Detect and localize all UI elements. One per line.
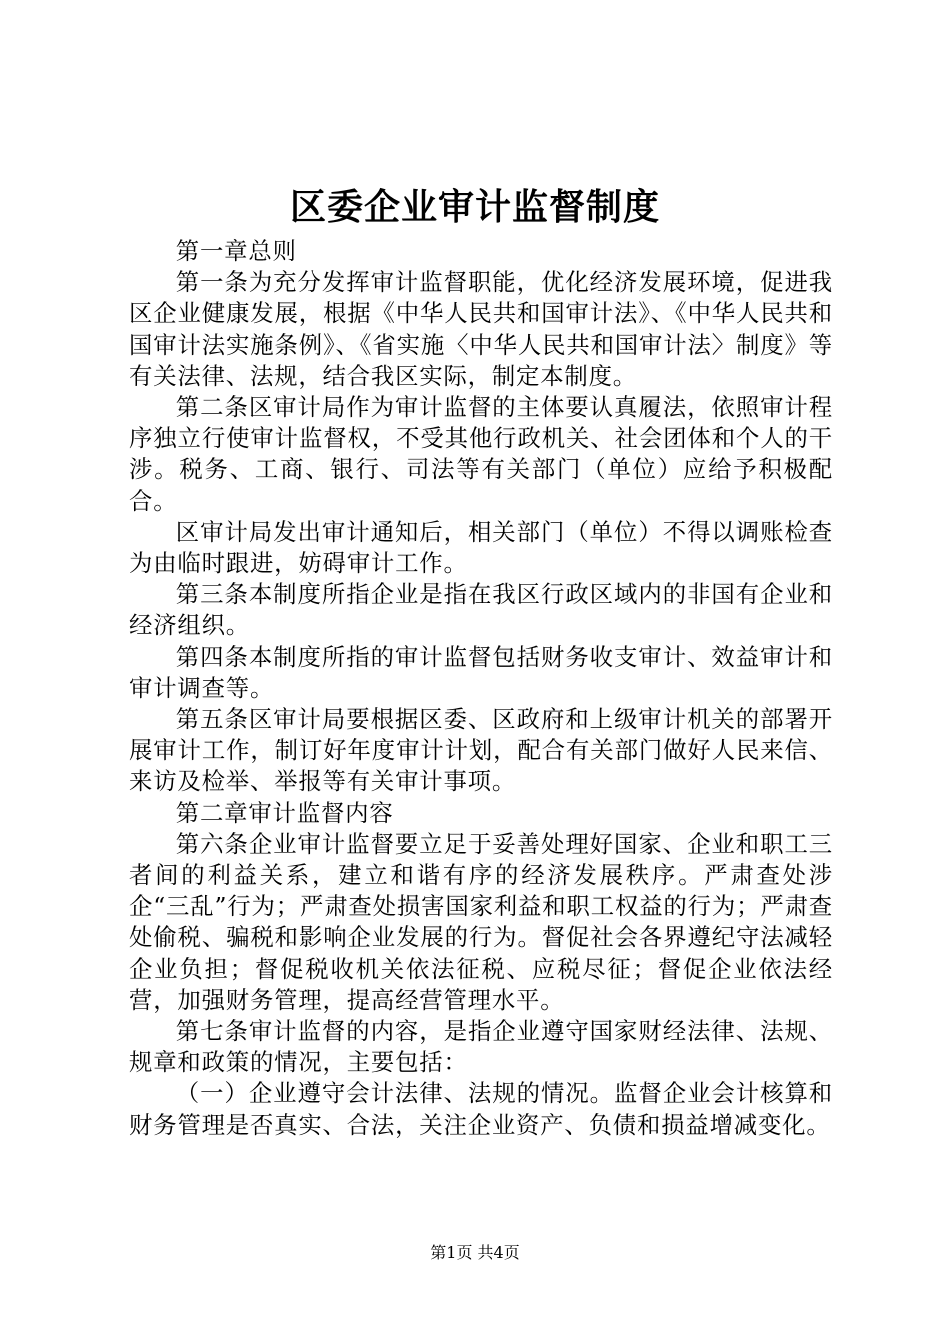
article-paragraph: 第六条企业审计监督要立足于妥善处理好国家、企业和职工三者间的利益关系，建立和谐有序的经济发展秩序。严肃查处涉企“三乱”行为；严肃查处损害国家利益和职工权益的行为；严肃查处偷税、骗税和影响企业发展的行为。督促社会各界遵纪守法减轻企业负担；督促税收机关依法征税、应税尽征；督促企业依法经营，加强财务管理，提高经营管理水平。 xyxy=(129,829,833,1014)
article-paragraph: 区审计局发出审计通知后，相关部门（单位）不得以调账检查为由临时跟进，妨碍审计工作。 xyxy=(129,517,833,578)
document-body xyxy=(129,236,833,1141)
article-paragraph: 第一条为充分发挥审计监督职能，优化经济发展环境，促进我区企业健康发展，根据《中华人民共和国审计法》、《中华人民共和国审计法实施条例》、《省实施〈中华人民共和国审计法〉制度》等有关法律、法规，结合我区实际，制定本制度。 xyxy=(129,268,833,390)
article-paragraph: （一）企业遵守会计法律、法规的情况。监督企业会计核算和财务管理是否真实、合法，关注企业资产、负债和损益增减变化。 xyxy=(129,1079,833,1139)
article-paragraph: 第四条本制度所指的审计监督包括财务收支审计、效益审计和审计调查等。 xyxy=(129,642,833,702)
article-paragraph: 第二条区审计局作为审计监督的主体要认真履法，依照审计程序独立行使审计监督权，不受其他行政机关、社会团体和个人的干涉。税务、工商、银行、司法等有关部门（单位）应给予积极配合。 xyxy=(129,393,833,515)
chapter-heading: 第二章审计监督内容 xyxy=(175,798,394,827)
document-title: 区委企业审计监督制度 xyxy=(289,187,660,228)
article-paragraph: 第五条区审计局要根据区委、区政府和上级审计机关的部署开展审计工作，制订好年度审计计划，配合有关部门做好人民来信、来访及检举、举报等有关审计事项。 xyxy=(129,705,833,796)
page-number-footer: 第1页 共4页 xyxy=(430,1243,520,1262)
article-paragraph: 第七条审计监督的内容，是指企业遵守国家财经法律、法规、规章和政策的情况，主要包括： xyxy=(129,1017,833,1077)
chapter-heading: 第一章总则 xyxy=(175,237,297,265)
article-paragraph: 第三条本制度所指企业是指在我区行政区域内的非国有企业和经济组织。 xyxy=(129,580,833,640)
